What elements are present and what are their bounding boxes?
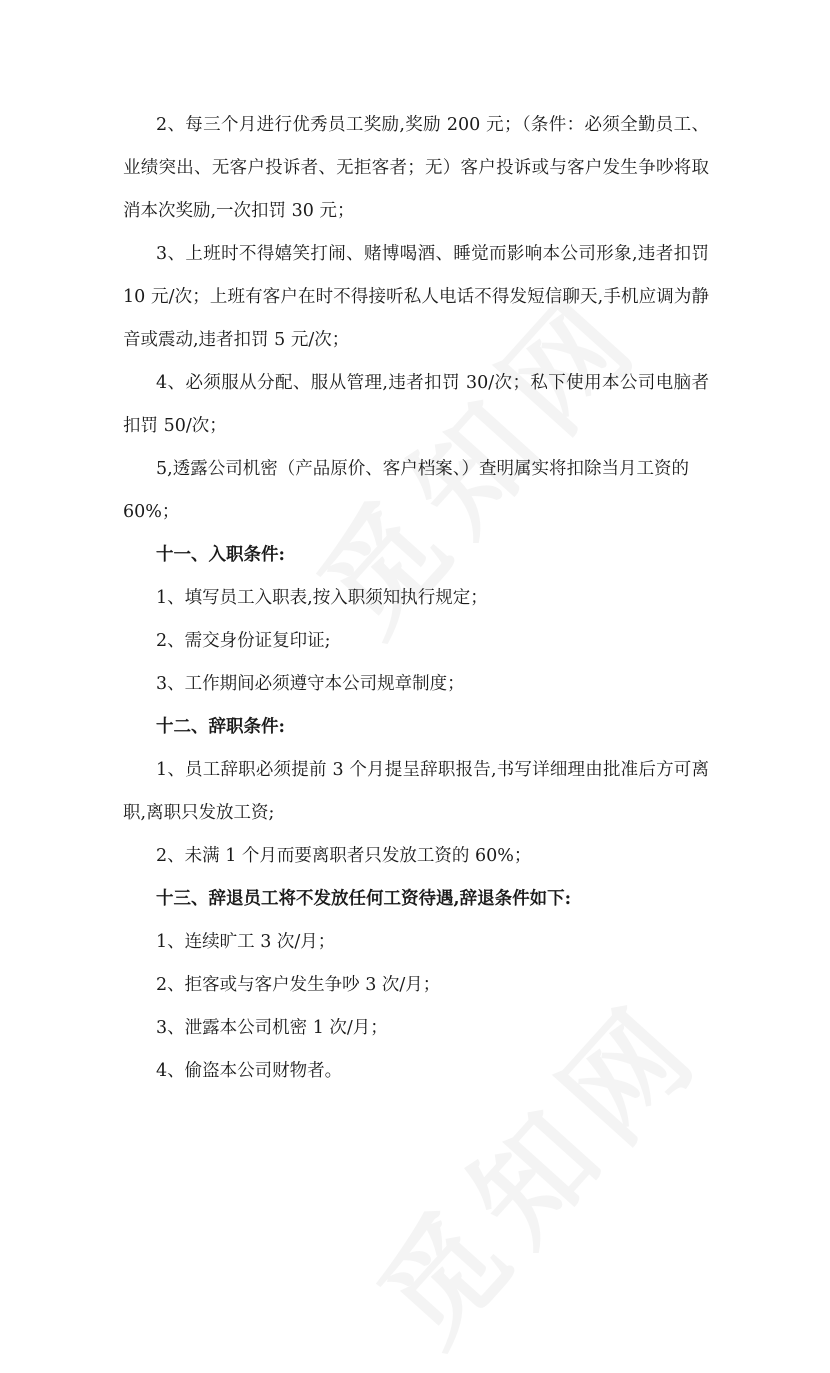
section-heading-resignation: 十二、辞职条件:: [156, 717, 285, 737]
list-item: 2、需交身份证复印证;: [156, 631, 331, 651]
list-item: 4、偷盗本公司财物者。: [156, 1061, 343, 1081]
paragraph-reward: 2、每三个月进行优秀员工奖励,奖励 200 元；（条件：必须全勤员工、业绩突出、无客户投诉者、无拒客者；无）客户投诉或与客户发生争吵将取消本次奖励,一次扣罚 30 元；: [123, 115, 709, 221]
list-item: 2、拒客或与客户发生争吵 3 次/月；: [156, 975, 441, 995]
document-body: [123, 104, 709, 1093]
list-item: 1、员工辞职必须提前 3 个月提呈辞职报告,书写详细理由批准后方可离职,离职只发放工资;: [123, 760, 709, 823]
paragraph-obedience: 4、必须服从分配、服从管理,违者扣罚 30/次；私下使用本公司电脑者扣罚 50/次；: [123, 373, 709, 436]
paragraph-confidentiality: 5,透露公司机密（产品原价、客户档案、）查明属实将扣除当月工资的 60%；: [123, 459, 689, 522]
list-item: 1、连续旷工 3 次/月；: [156, 932, 336, 952]
list-item: 3、工作期间必须遵守本公司规章制度；: [156, 674, 465, 694]
paragraph-conduct: 3、上班时不得嬉笑打闹、赌博喝酒、睡觉而影响本公司形象,违者扣罚 10 元/次；上班有客户在时不得接听私人电话不得发短信聊天,手机应调为静音或震动,违者扣罚 5 元/次；: [123, 244, 709, 350]
section-heading-dismissal: 十三、辞退员工将不发放任何工资待遇,辞退条件如下:: [156, 889, 572, 909]
list-item: 1、填写员工入职表,按入职须知执行规定；: [156, 588, 488, 608]
list-item: 2、未满 1 个月而要离职者只发放工资的 60%；: [156, 846, 532, 866]
list-item: 3、泄露本公司机密 1 次/月；: [156, 1018, 388, 1038]
section-heading-onboarding: 十一、入职条件:: [156, 545, 285, 565]
